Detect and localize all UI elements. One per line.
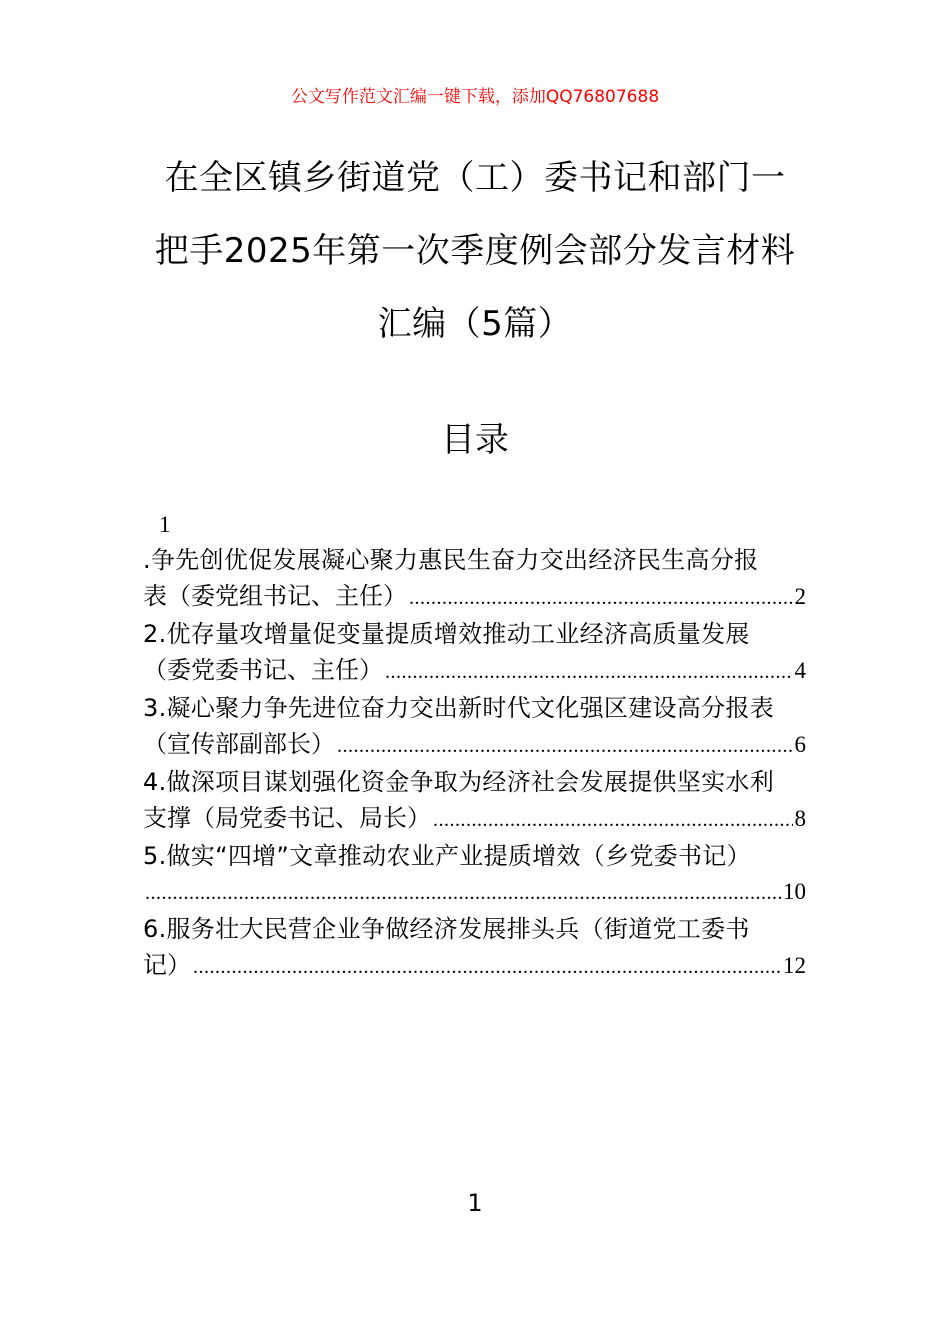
toc-leader-dots [337,728,793,764]
toc-page-number: 12 [783,953,806,978]
toc-page-number: 10 [783,879,806,904]
toc-page-number: 6 [794,732,806,757]
toc-page-number: 4 [794,658,806,683]
toc-entry-title: 4.做深项目谋划强化资金争取为经济社会发展提供坚实水利 [143,768,774,796]
toc-leader-dots [433,802,793,838]
title-line-3: 汇编（5篇） [377,304,573,344]
toc-entry-title: .争先创优促发展凝心聚力惠民生奋力交出经济民生高分报 [143,546,759,574]
toc-heading: 目录 [441,420,509,460]
toc-entry-title: 6.服务壮大民营企业争做经济发展排头兵（街道党工委书 [143,915,750,943]
toc-leader-dots [145,875,781,911]
toc-entry-6[interactable] [143,911,806,985]
toc-entry-title-cont: （宣传部副部长） [143,730,335,758]
toc-entry-title: 5.做实“四增”文章推动农业产业提质增效（乡党委书记） [143,842,751,870]
toc-entry-4[interactable] [143,764,806,838]
page-number: 1 [467,1189,483,1217]
toc-entry-2[interactable] [143,616,806,690]
toc-page-number: 8 [794,806,806,831]
toc-entry-title-cont: 表（委党组书记、主任） [143,582,407,610]
toc-entry-title: 3.凝心聚力争先进位奋力交出新时代文化强区建设高分报表 [143,694,774,722]
toc-entry-title: 2.优存量攻增量促变量提质增效推动工业经济高质量发展 [143,620,750,648]
toc-entry-1[interactable] [143,542,806,616]
toc-leader-dots [193,949,781,985]
title-line-2: 把手2025年第一次季度例会部分发言材料 [154,231,796,271]
table-of-contents [143,508,806,985]
toc-leader-dots [409,580,793,616]
toc-entry-title-cont: （委党委书记、主任） [143,656,383,684]
header-download-note: 公文写作范文汇编一键下载，添加QQ76807688 [290,87,660,107]
toc-page-number: 2 [794,584,806,609]
toc-entry-title-cont: 支撑（局党委书记、局长） [143,804,431,832]
toc-entry-5[interactable] [143,838,806,911]
toc-entry-3[interactable] [143,690,806,764]
title-line-1: 在全区镇乡街道党（工）委书记和部门一 [164,158,786,198]
toc-leader-dots [385,654,793,690]
toc-entry-title-cont: 记） [143,951,191,979]
toc-first-number: 1 [159,512,171,537]
document-title [120,142,830,361]
